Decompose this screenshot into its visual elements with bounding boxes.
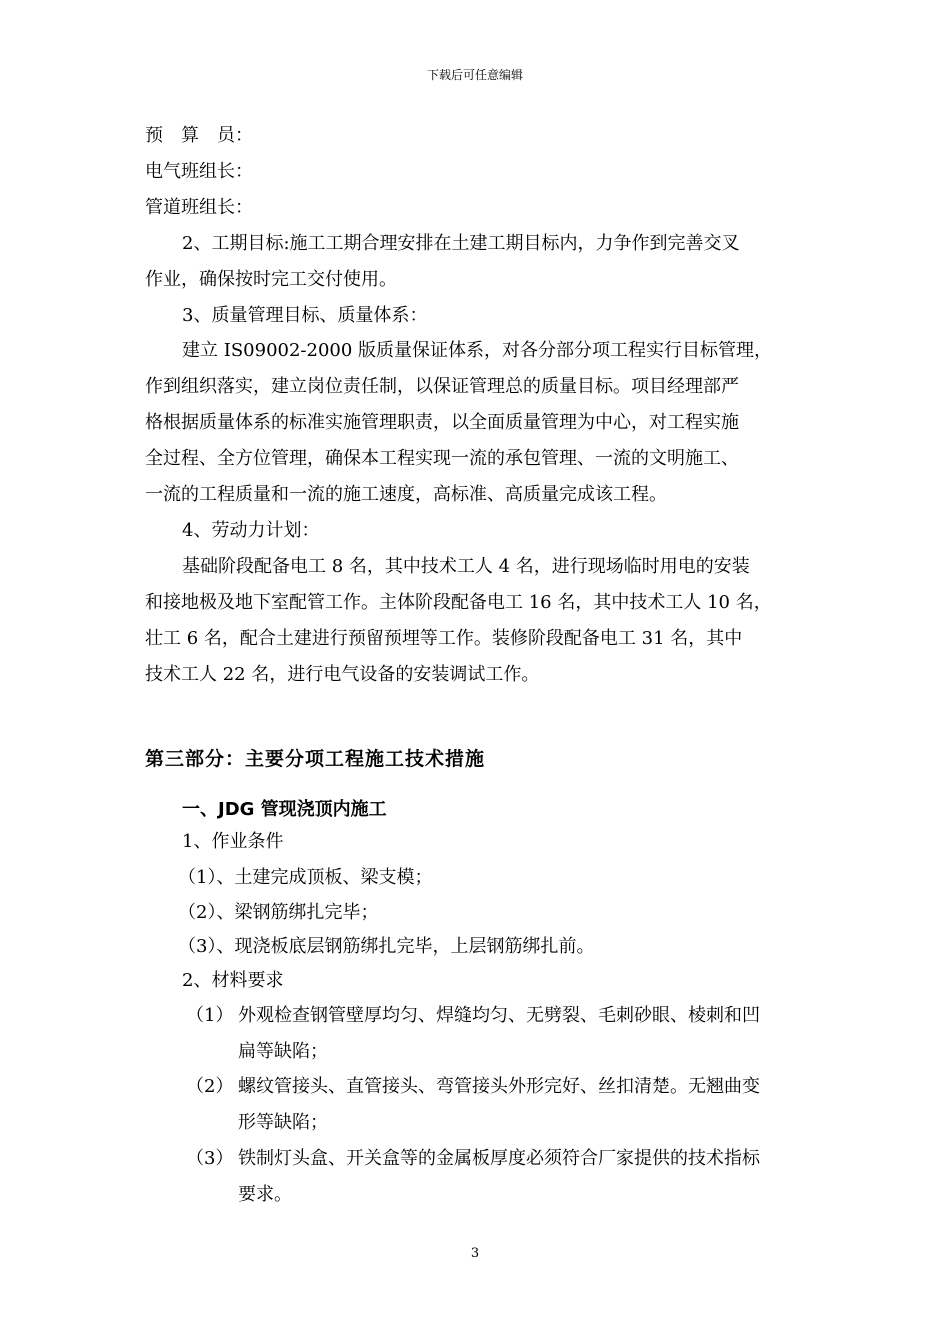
page-number: 3: [470, 1246, 480, 1261]
part3-title: 第三部分：主要分项工程施工技术措施: [145, 748, 486, 770]
labor-heading: 4、劳动力计划：: [182, 520, 320, 541]
material-3-number: （3）: [186, 1148, 234, 1169]
material-3-line-1: 铁制灯头盒、开关盒等的金属板厚度必须符合厂家提供的技术指标: [238, 1148, 760, 1169]
quality-line-5: 一流的工程质量和一流的施工速度，高标准、高质量完成该工程。: [145, 484, 667, 505]
quality-heading: 3、质量管理目标、质量体系：: [182, 305, 428, 326]
labor-line-4: 技术工人 22 名，进行电气设备的安装调试工作。: [145, 664, 540, 685]
schedule-line-2: 作业，确保按时完工交付使用。: [145, 269, 397, 290]
labor-line-1: 基础阶段配备电工 8 名，其中技术工人 4 名，进行现场临时用电的安装: [182, 556, 750, 577]
material-3-line-2: 要求。: [238, 1184, 292, 1205]
role-pipe-leader: 管道班组长：: [145, 197, 253, 218]
material-1-line-1: 外观检查钢管壁厚均匀、焊缝均匀、无劈裂、毛刺砂眼、棱刺和凹: [238, 1005, 760, 1026]
role-electric-leader: 电气班组长：: [145, 161, 253, 182]
condition-2: （2）、梁钢筋绑扎完毕；: [178, 902, 379, 923]
conditions-heading: 1、作业条件: [182, 831, 284, 852]
condition-3: （3）、现浇板底层钢筋绑扎完毕，上层钢筋绑扎前。: [178, 936, 595, 957]
quality-line-4: 全过程、全方位管理，确保本工程实现一流的承包管理、一流的文明施工、: [145, 448, 739, 469]
material-2-line-2: 形等缺陷；: [238, 1112, 328, 1133]
schedule-line-1: 2、工期目标:施工工期合理安排在土建工期目标内，力争作到完善交叉: [182, 233, 740, 254]
page-header: 下载后可任意编辑: [426, 68, 523, 82]
condition-1: （1）、土建完成顶板、梁支模；: [178, 867, 433, 888]
material-2-line-1: 螺纹管接头、直管接头、弯管接头外形完好、丝扣清楚。无翘曲变: [238, 1076, 760, 1097]
quality-line-2: 作到组织落实，建立岗位责任制，以保证管理总的质量目标。项目经理部严: [145, 376, 739, 397]
materials-heading: 2、材料要求: [182, 970, 284, 991]
labor-line-3: 壮工 6 名，配合土建进行预留预埋等工作。装修阶段配备电工 31 名，其中: [145, 628, 743, 649]
role-budget: 预 算 员：: [145, 125, 253, 146]
quality-line-1: 建立 IS09002-2000 版质量保证体系，对各分部分项工程实行目标管理，: [182, 340, 773, 361]
material-1-number: （1）: [186, 1005, 234, 1026]
material-1-line-2: 扁等缺陷；: [238, 1041, 328, 1062]
material-2-number: （2）: [186, 1076, 234, 1097]
section1-heading: 一、JDG 管现浇顶内施工: [182, 799, 387, 820]
labor-line-2: 和接地极及地下室配管工作。主体阶段配备电工 16 名，其中技术工人 10 名，: [145, 592, 772, 613]
quality-line-3: 格根据质量体系的标准实施管理职责，以全面质量管理为中心，对工程实施: [145, 412, 739, 433]
